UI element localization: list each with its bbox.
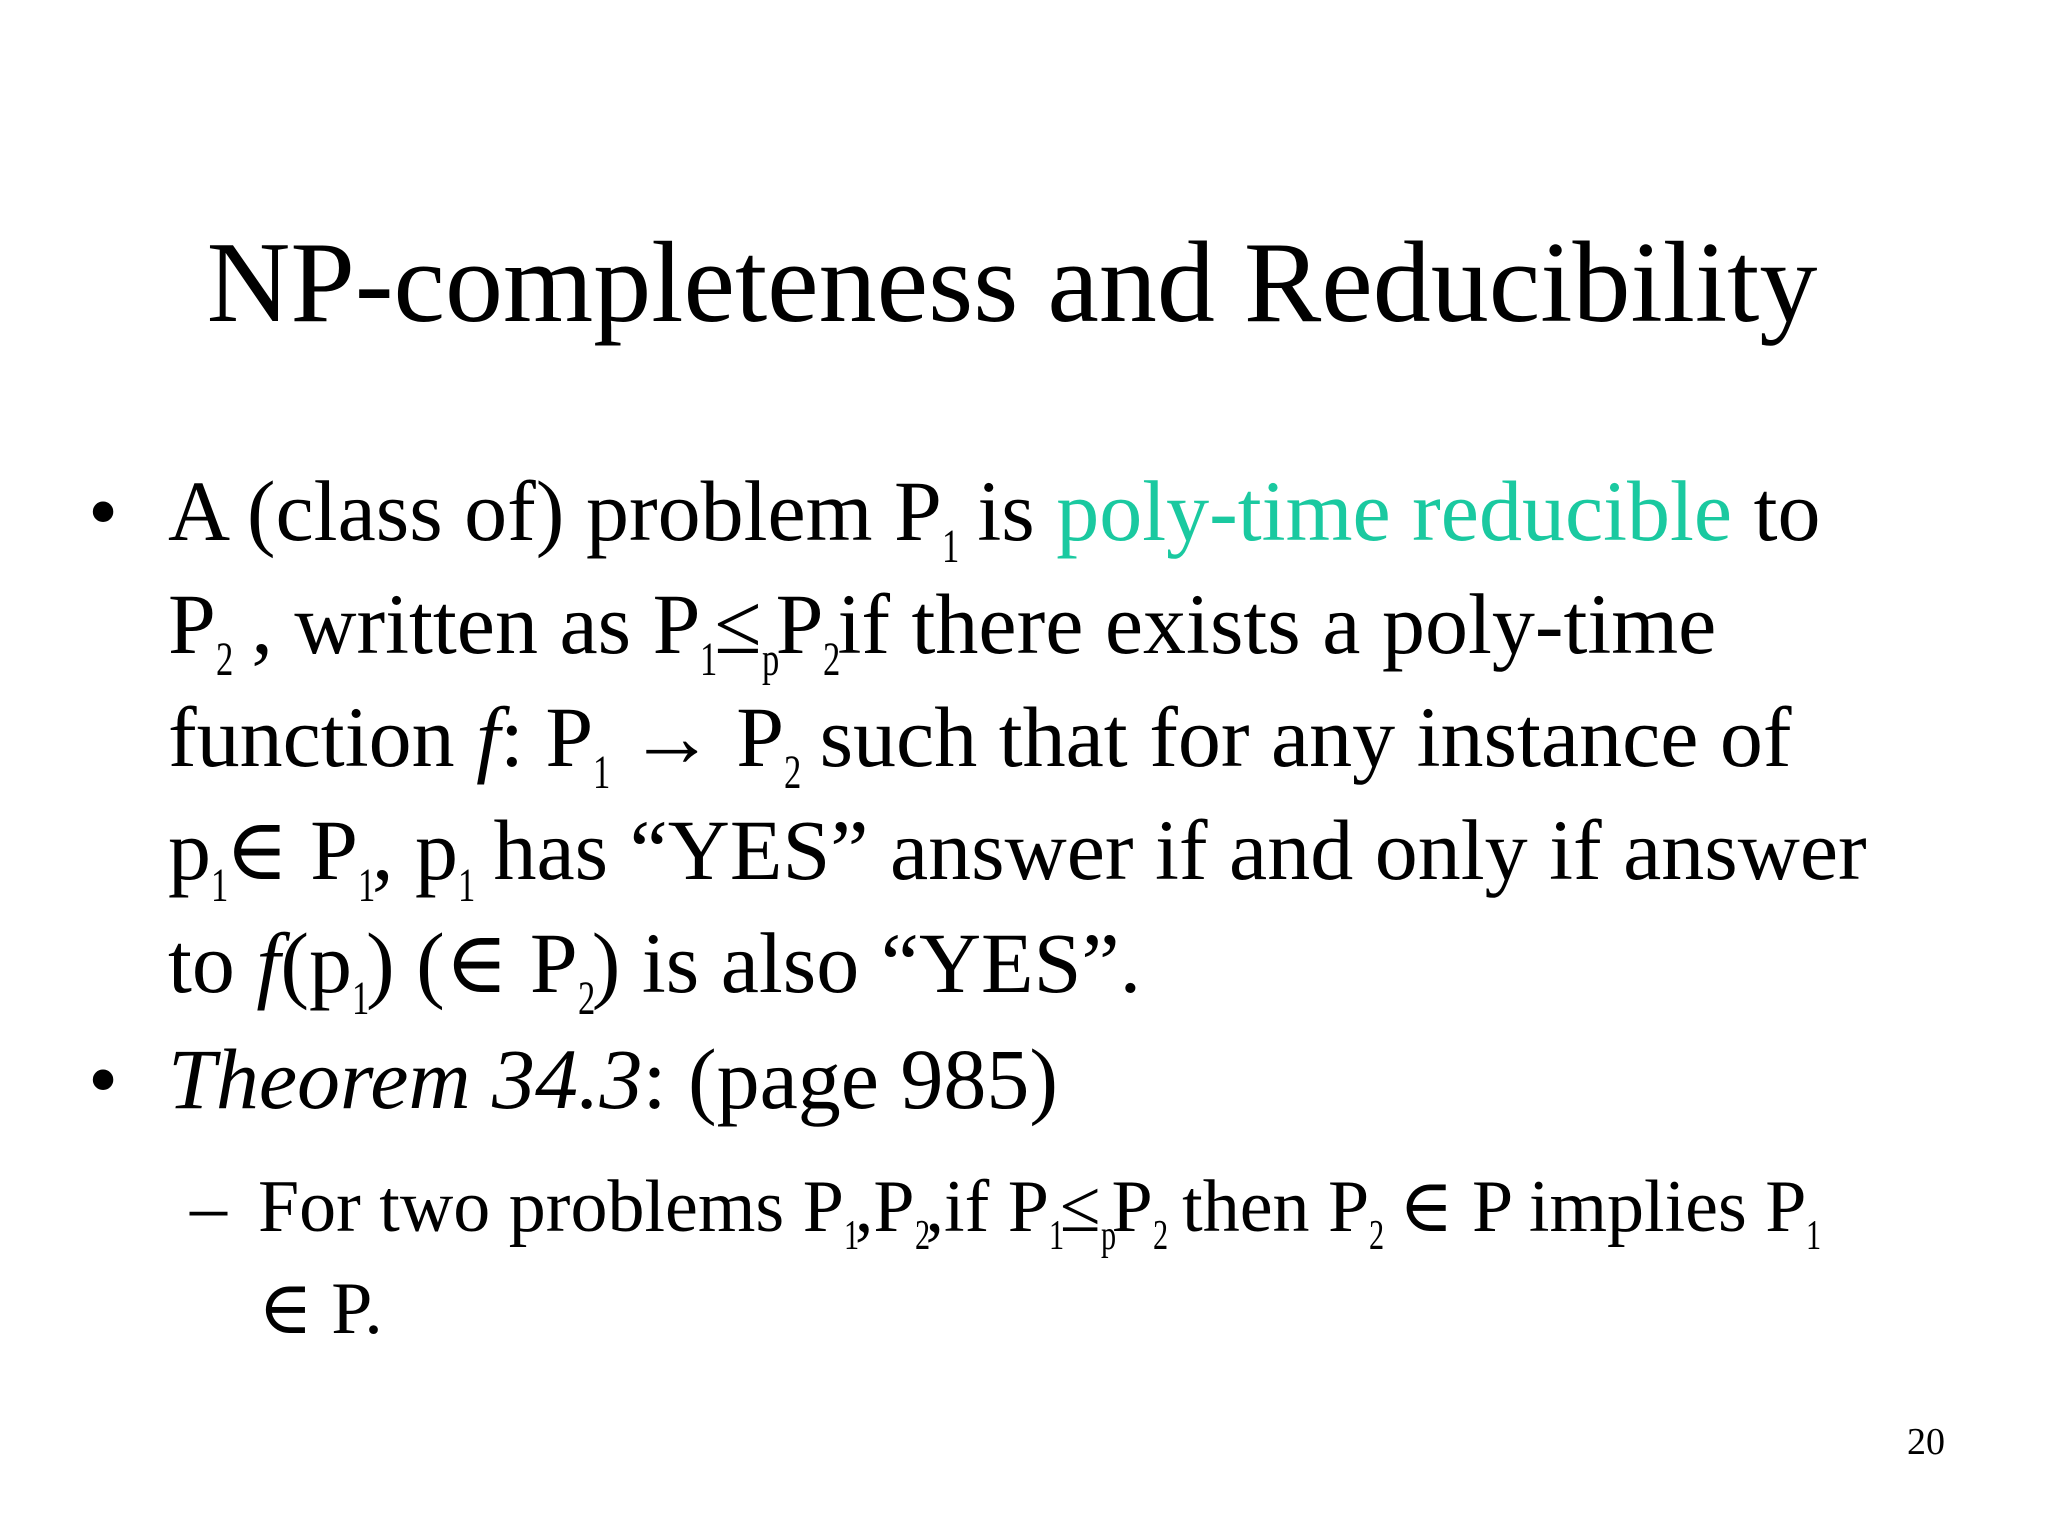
slide-title: NP-completeness and Reducibility [206,219,1818,347]
theorem-name: Theorem 34.3 [168,1031,643,1127]
text-run: ) (∈ P [365,915,578,1011]
definition-line-3 [168,681,2028,799]
text-run: P [775,576,824,672]
text-run: if there exists a poly-time [837,576,1717,672]
subscript: 1 [941,520,960,573]
definition-line-4 [168,794,2028,912]
subscript: 1 [700,633,718,686]
subscript: 2 [215,633,234,686]
definition-line-5 [168,907,2028,1025]
text-run: such that for any instance of [798,689,1792,785]
subscript: 1 [211,859,229,912]
page-number: 20 [1907,1421,1945,1463]
subscript: 1 [458,859,476,912]
text-run: P [168,576,216,672]
text-run: → P [607,689,785,785]
subscript: 1 [351,972,370,1025]
subscript: 2 [1152,1213,1168,1259]
text-run: For two problems P [258,1166,844,1248]
text-run: : P [500,689,594,785]
statement-line-1 [258,1156,2038,1258]
highlight-term: poly-time reducible [1056,463,1733,559]
sub-bullet-text [258,1156,2038,1360]
function-symbol: f [476,689,501,785]
text-run: then P [1163,1166,1370,1248]
text-run: is [955,463,1057,559]
subscript: 1 [1806,1213,1822,1259]
leq-symbol: ≤ [1059,1166,1101,1248]
text-run: ,P [854,1166,915,1248]
text-run: , written as P [229,576,701,672]
statement-line-2: ∈ P. [258,1268,383,1350]
text-run: , p [372,802,458,898]
text-run: (p [280,915,352,1011]
subscript: p [1100,1213,1116,1259]
subscript: 1 [843,1213,859,1259]
theorem-page: : (page 985) [642,1031,1059,1127]
function-symbol: f [256,915,281,1011]
text-run: ,if P [925,1166,1049,1248]
text-run: ) is also “YES”. [591,915,1142,1011]
text-run: function [168,689,477,785]
theorem-line [168,1023,2028,1136]
bullet-definition-text [168,455,2028,1025]
subscript: 2 [1369,1213,1385,1259]
text-run: ∈ P [225,802,358,898]
subscript: 1 [593,746,611,799]
bullet-marker: • [88,463,119,559]
definition-line-2 [168,568,2028,686]
text-run: to [1732,463,1821,559]
subscript: 2 [914,1213,930,1259]
subscript: 2 [577,972,596,1025]
text-run: A (class of) problem P [168,463,942,559]
text-run: has “YES” answer if and only if answer [472,802,1867,898]
text-run: P [1111,1166,1153,1248]
leq-symbol: ≤ [714,576,762,672]
definition-line-1 [168,455,2028,573]
text-run: ∈ P implies P [1380,1166,1807,1248]
subscript: 1 [1048,1213,1064,1259]
text-run: to [168,915,257,1011]
bullet-theorem-text [168,1023,2028,1136]
bullet-marker: • [88,1031,119,1127]
subscript: 1 [358,859,376,912]
subscript: 2 [784,746,802,799]
sub-bullet-marker: – [190,1166,227,1248]
subscript: p [761,633,779,686]
subscript: 2 [823,633,841,686]
text-run: p [168,802,211,898]
